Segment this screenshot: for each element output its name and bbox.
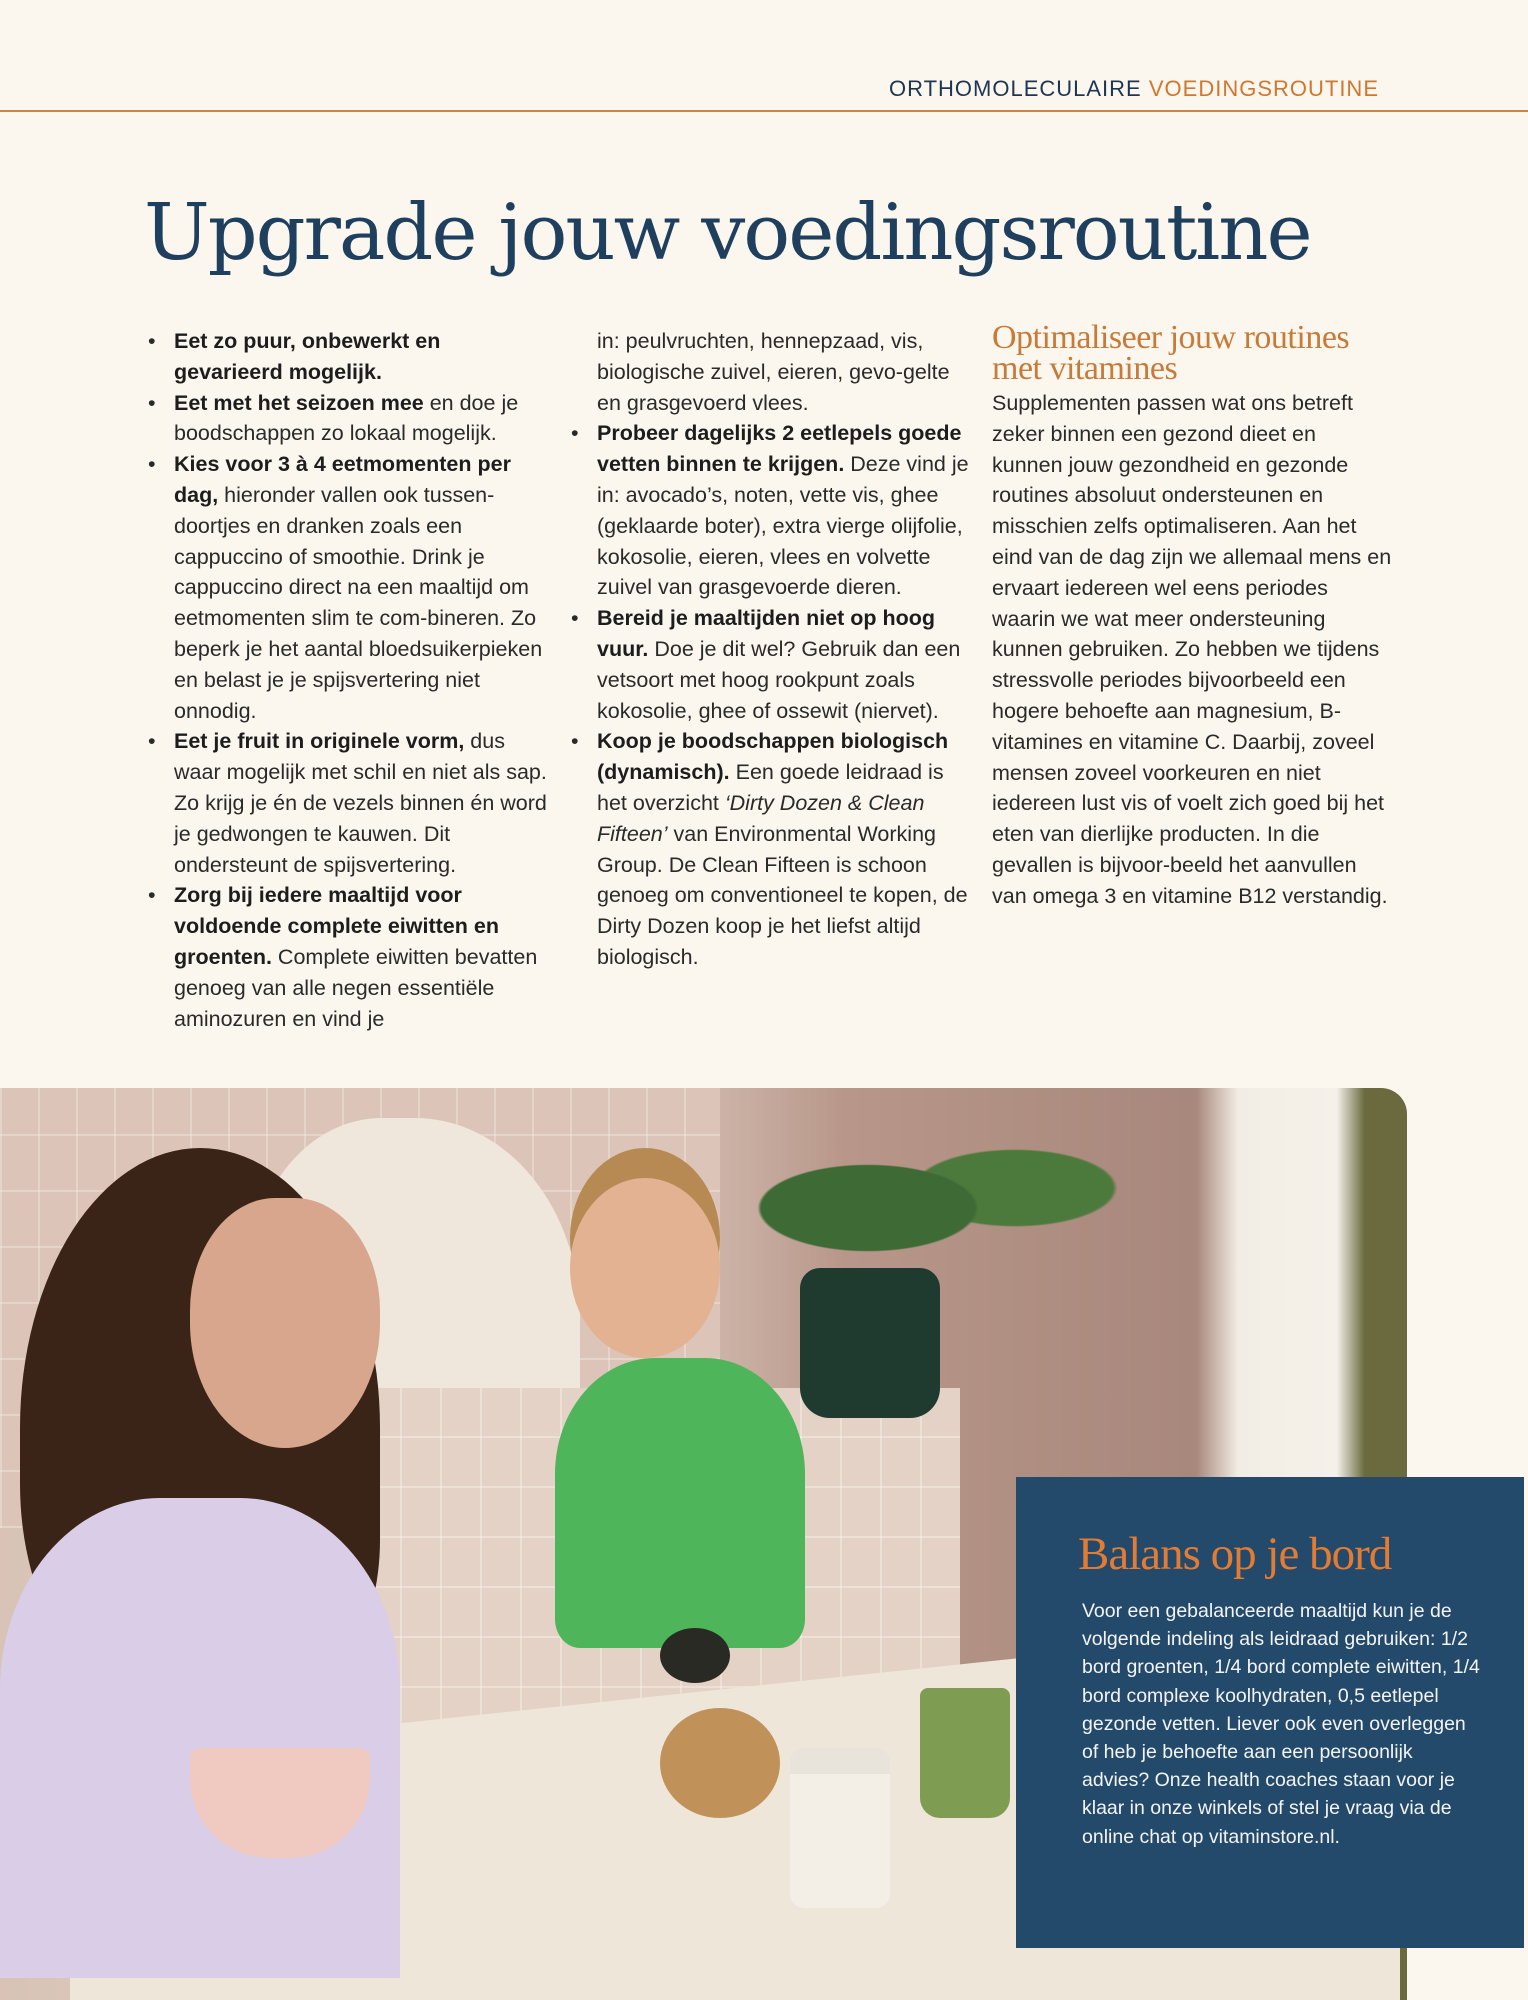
list-item <box>571 726 971 972</box>
vitamins-body: Supplementen passen wat ons betreft zeker binnen een gezond dieet en kunnen jouw gezondheid en gezonde routines absoluut ondersteunen en misschien zelfs optimaliseren. Aan het eind van de dag zijn we allemaal mens en ervaart iedereen wel eens periodes waarin we wat meer ondersteuning kunnen gebruiken. Zo hebben we tijdens stressvolle periodes bijvoorbeeld een hogere behoefte aan magnesium, B-vitamines en vitamine C. Daarbij, zoveel mensen zoveel voorkeuren en niet iedereen lust vis of voelt zich goed bij het eten van dierlijke producten. In die gevallen is bijvoor-beeld het aanvullen van omega 3 en vitamine B12 verstandig. <box>992 391 1392 908</box>
boy-sweater <box>555 1358 805 1648</box>
list-item <box>148 880 548 1034</box>
section-header <box>889 76 1379 102</box>
list-item-text: Een goede leidraad is het overzicht <box>597 760 944 815</box>
list-item <box>148 326 548 388</box>
list-item-lead: Eet je fruit in originele vorm, <box>174 729 465 754</box>
section-label-accent: VOEDINGSROUTINE <box>1148 76 1379 101</box>
section-label: ORTHOMOLECULAIRE <box>888 76 1142 101</box>
list-item-text: hieronder vallen ook tussen-doortjes en dranken zoals een cappuccino of smoothie. Drink je cappuccino direct na een maaltijd om eetmomenten slim te com-bineren. Zo beperk je het aantal bloedsuikerpieken en belast je je spijsvertering niet onnodig. <box>174 482 543 723</box>
woman-face <box>190 1198 380 1448</box>
list-item-lead: Probeer dagelijks 2 eetlepels goede vetten binnen te krijgen. <box>597 421 962 477</box>
list-item-lead: Eet met het seizoen mee <box>174 390 424 415</box>
list-item <box>148 449 548 726</box>
green-glass <box>920 1688 1010 1818</box>
list-item-text: en doe je boodschappen zo lokaal mogelijk. <box>174 390 519 446</box>
page-title: Upgrade jouw voedingsroutine <box>144 188 1311 278</box>
box-heading: Balans op je bord <box>1078 1528 1392 1580</box>
list-item-lead: Koop je boodschappen biologisch (dynamisch). <box>597 729 949 785</box>
list-item <box>571 418 971 603</box>
list-item-continuation: in: peulvruchten, hennepzaad, vis, biologische zuivel, eieren, gevo-gelte en grasgevoerd vlees. <box>597 329 950 415</box>
list-item <box>148 726 548 880</box>
list-item-text: Deze vind je in: avocado’s, noten, vette vis, ghee (geklaarde boter), extra vierge olijfolie, kokosolie, eieren, vlees en volvette zuivel van grasgevoerde dieren. <box>597 452 969 600</box>
bread-roll <box>660 1708 780 1818</box>
list-item-lead: Kies voor 3 à 4 eetmomenten per dag, <box>174 452 511 507</box>
balance-info-box <box>1016 1477 1524 1948</box>
list-item-text: Complete eiwitten bevatten genoeg van alle negen essentiële aminozuren en vind je <box>174 944 538 1031</box>
list-item-lead: Bereid je maaltijden niet op hoog vuur. <box>597 606 936 661</box>
list-item-text: van Environmental Working Group. De Clean Fifteen is schoon genoeg om conventioneel te kopen, de Dirty Dozen koop je het liefst altijd biologisch. <box>597 821 968 969</box>
list-item-italic: ‘Dirty Dozen & Clean Fifteen’ <box>597 790 925 846</box>
gummies-jar <box>790 1748 890 1908</box>
tips-list-column-1 <box>148 326 548 1034</box>
list-item <box>148 388 548 450</box>
list-item-lead: Eet zo puur, onbewerkt en gevarieerd mogelijk. <box>174 329 441 384</box>
list-item-text: Doe je dit wel? Gebruik dan een vetsoort met hoog rookpunt zoals kokosolie, ghee of ossewit (niervet). <box>597 636 961 723</box>
vitamins-heading: Optimaliseer jouw routines met vitamines <box>992 319 1350 387</box>
header-divider <box>0 110 1528 112</box>
list-item-text: dus waar mogelijk met schil en niet als sap. Zo krijg je én de vezels binnen én word je gedwongen te kauwen. Dit ondersteunt de spijsvertering. <box>174 729 547 877</box>
boy-head <box>570 1178 720 1358</box>
list-item-lead: Zorg bij iedere maaltijd voor voldoende complete eiwitten en groenten. <box>174 883 499 969</box>
tips-list-column-2 <box>571 326 971 973</box>
woman-sweater <box>0 1498 400 1978</box>
plant-pot <box>800 1268 940 1418</box>
list-item <box>571 603 971 726</box>
box-body: Voor een gebalanceerde maaltijd kun je de volgende indeling als leidraad gebruiken: 1/2 bord groenten, 1/4 bord complete eiwitten, 1/4 bord complexe koolhydraten, 0,5 eetlepel gezonde vetten. Liever ook even overleggen of heb je behoefte aan een persoonlijk advies? Onze health coaches staan voor je klaar in onze winkels of stel je vraag via de online chat op vitaminstore.nl. <box>1082 1600 1480 1848</box>
vitamins-section <box>992 319 1392 912</box>
avocado <box>660 1628 730 1683</box>
